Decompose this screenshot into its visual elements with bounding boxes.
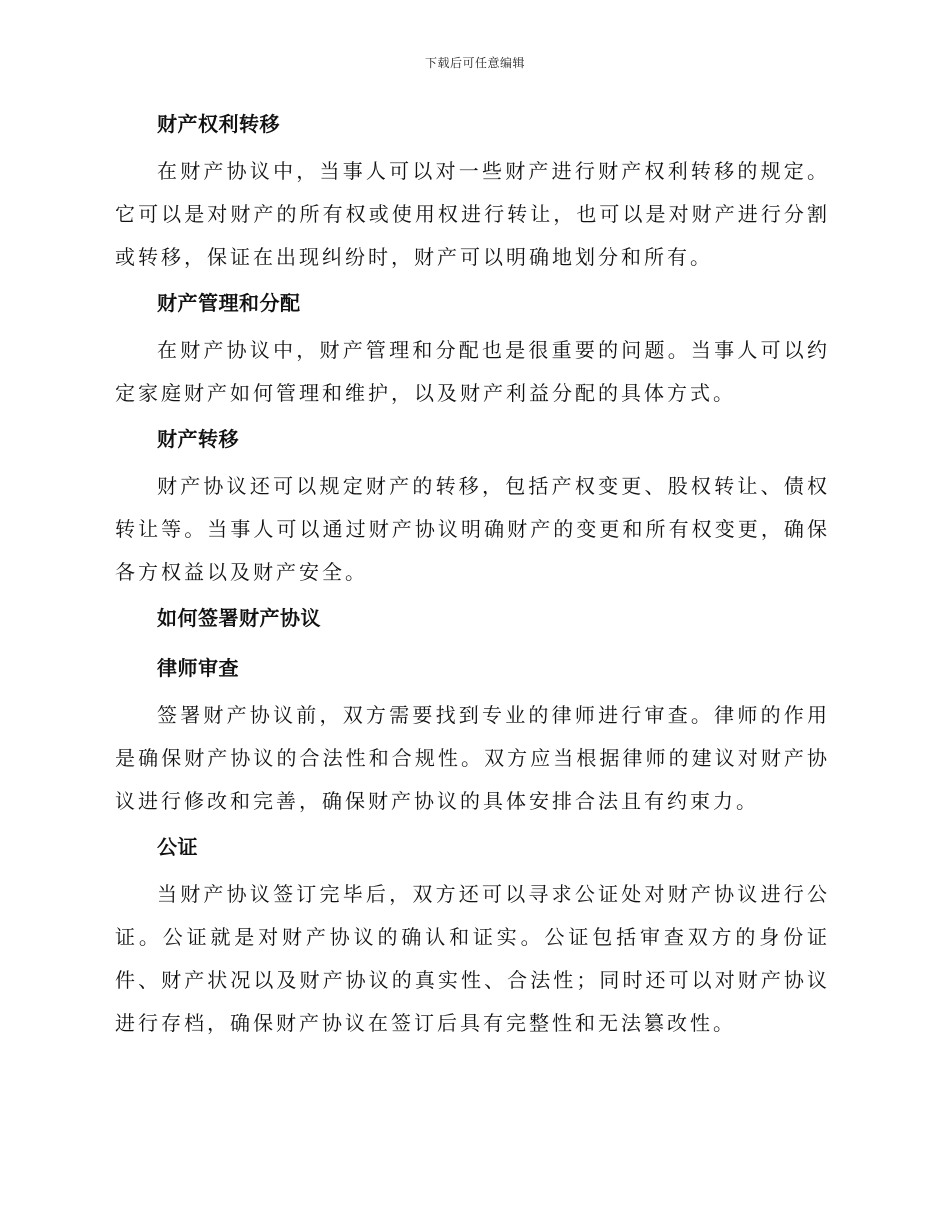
section-heading-property-transfer: 财产转移	[157, 427, 239, 451]
page-header: 下载后可任意编辑	[424, 56, 525, 70]
section-paragraph-property-transfer: 财产协议还可以规定财产的转移，包括产权变更、股权转让、债权转让等。当事人可以通过财产协议明确财产的变更和所有权变更，确保各方权益以及财产安全。	[115, 474, 830, 584]
section-heading-lawyer-review: 律师审查	[157, 656, 239, 680]
section-heading-property-rights-transfer: 财产权利转移	[157, 112, 280, 136]
section-heading-how-to-sign: 如何签署财产协议	[157, 606, 321, 630]
section-paragraph-lawyer-review: 签署财产协议前，双方需要找到专业的律师进行审查。律师的作用是确保财产协议的合法性和合规性。双方应当根据律师的建议对财产协议进行修改和完善，确保财产协议的具体安排合法且有约束力。	[115, 703, 830, 813]
section-heading-notarization: 公证	[157, 835, 198, 859]
section-heading-property-management: 财产管理和分配	[157, 291, 301, 315]
section-paragraph-property-management: 在财产协议中，财产管理和分配也是很重要的问题。当事人可以约定家庭财产如何管理和维护，以及财产利益分配的具体方式。	[115, 338, 830, 405]
document-body	[115, 108, 830, 1045]
section-paragraph-notarization: 当财产协议签订完毕后，双方还可以寻求公证处对财产协议进行公证。公证就是对财产协议的确认和证实。公证包括审查双方的身份证件、财产状况以及财产协议的真实性、合法性；同时还可以对财产协议进行存档，确保财产协议在签订后具有完整性和无法篡改性。	[115, 882, 830, 1035]
section-paragraph-property-rights-transfer: 在财产协议中，当事人可以对一些财产进行财产权利转移的规定。它可以是对财产的所有权或使用权进行转让，也可以是对财产进行分割或转移，保证在出现纠纷时，财产可以明确地划分和所有。	[115, 159, 830, 269]
